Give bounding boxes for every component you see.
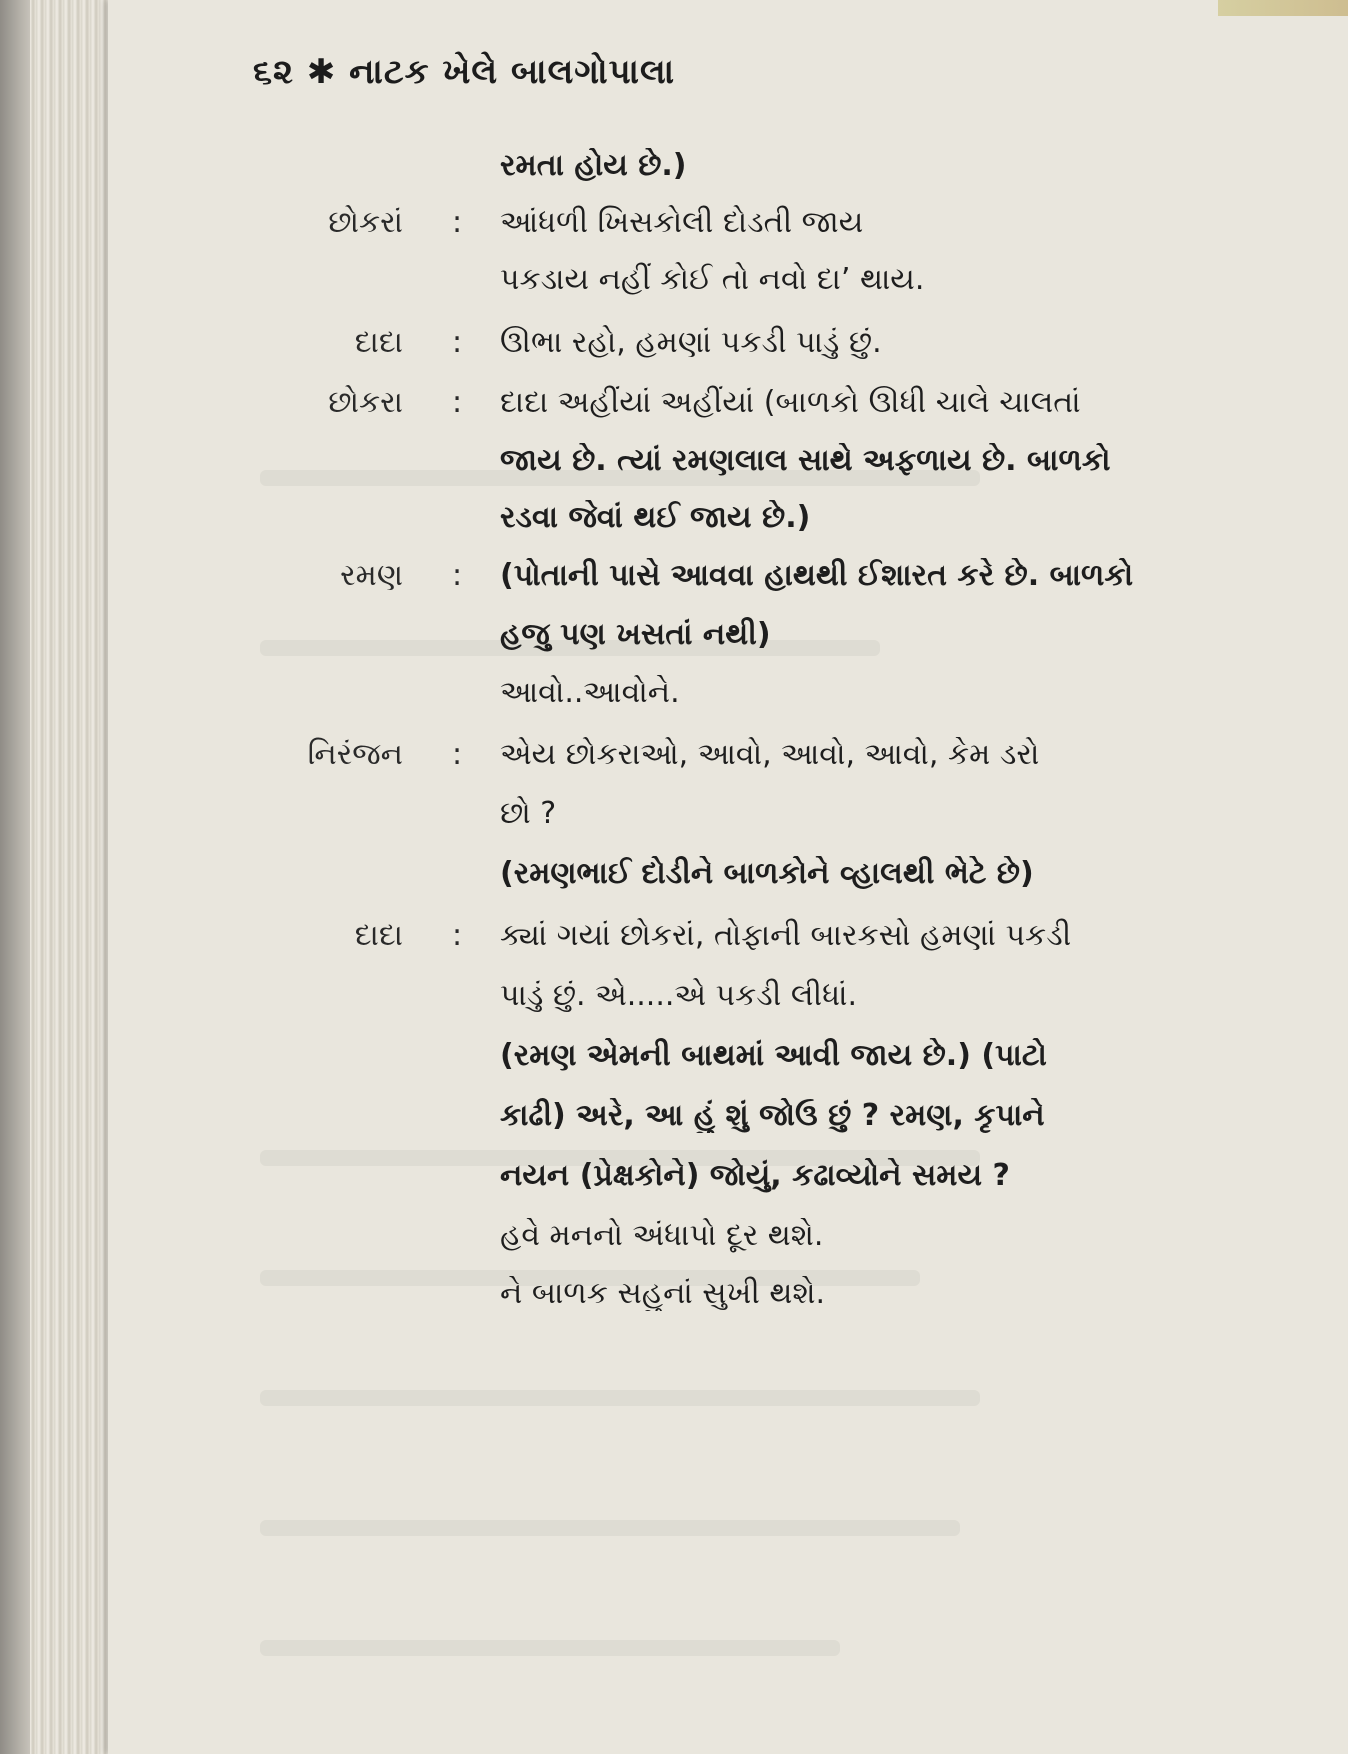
dialogue-line (0, 617, 1348, 673)
dialogue-text: પકડાય નહીં કોઈ તો નવો દા’ થાય. (500, 262, 925, 297)
dialogue-line (0, 148, 1348, 204)
dialogue-line (0, 500, 1348, 556)
dialogue-text: પાડું છું. એ.....એ પકડી લીધાં. (500, 978, 857, 1013)
stage-direction-text: નયન (પ્રેક્ષકોને) જોયું, કઢાવ્યોને સમય ? (500, 1158, 1010, 1193)
dialogue-line (0, 1218, 1348, 1274)
stage-direction-text: જાય છે. ત્યાં રમણલાલ સાથે અફળાય છે. બાળકો (500, 443, 1111, 478)
dialogue-line (0, 262, 1348, 318)
dialogue-line (0, 978, 1348, 1034)
speaker-name: રમણ (340, 558, 403, 593)
speaker-colon: : (452, 385, 463, 420)
dialogue-text: દાદા અહીંયાં અહીંયાં (બાળકો ઊંધી ચાલે ચાલતાં (500, 385, 1081, 420)
speaker-name: દાદા (354, 918, 403, 953)
speaker-colon: : (452, 558, 463, 593)
dialogue-line (0, 385, 1348, 441)
dialogue-line (0, 443, 1348, 499)
dialogue-line (0, 675, 1348, 731)
stage-direction-text: કાઢી) અરે, આ હું શું જોઉં છું ? રમણ, કૃપાને (500, 1098, 1045, 1133)
speaker-name: દાદા (354, 325, 403, 360)
bleed-through (260, 1640, 840, 1656)
dialogue-text: એય છોકરાઓ, આવો, આવો, આવો, કેમ ડરો (500, 737, 1040, 772)
running-header: ૬૨ ✱ નાટક ખેલે બાલગોપાલા (253, 52, 676, 92)
dialogue-text: છો ? (500, 796, 557, 831)
speaker-name: છોકરાં (328, 205, 403, 240)
dialogue-text: આવો..આવોને. (500, 675, 680, 710)
stage-direction-text: (રમણભાઈ દોડીને બાળકોને વ્હાલથી ભેટે છે) (500, 856, 1034, 891)
dialogue-line (0, 205, 1348, 261)
dialogue-line (0, 1158, 1348, 1214)
dialogue-text: ઊભા રહો, હમણાં પકડી પાડું છું. (500, 325, 882, 360)
dialogue-text: આંધળી ખિસકોલી દોડતી જાય (500, 205, 864, 240)
speaker-colon: : (452, 918, 463, 953)
bleed-through (260, 1390, 980, 1406)
dialogue-line (0, 918, 1348, 974)
bleed-through (260, 1520, 960, 1536)
dialogue-line (0, 737, 1348, 793)
dialogue-line (0, 1038, 1348, 1094)
adjacent-page-corner (1218, 0, 1348, 16)
dialogue-text: ને બાળક સહુનાં સુખી થશે. (500, 1276, 826, 1311)
speaker-name: નિરંજન (307, 737, 403, 772)
stage-direction-text: (રમણ એમની બાથમાં આવી જાય છે.) (પાટો (500, 1038, 1047, 1073)
dialogue-line (0, 558, 1348, 614)
dialogue-line (0, 1098, 1348, 1154)
dialogue-text: હવે મનનો અંધાપો દૂર થશે. (500, 1218, 824, 1253)
dialogue-line (0, 856, 1348, 912)
speaker-name: છોકરા (328, 385, 403, 420)
dialogue-line (0, 796, 1348, 852)
stage-direction-text: રડવા જેવાં થઈ જાય છે.) (500, 500, 811, 535)
dialogue-text: ક્યાં ગયાં છોકરાં, તોફાની બારકસો હમણાં પકડી (500, 918, 1072, 953)
stage-direction-text: (પોતાની પાસે આવવા હાથથી ઈશારત કરે છે. બાળકો (500, 558, 1134, 593)
speaker-colon: : (452, 325, 463, 360)
stage-direction-text: હજુ પણ ખસતાં નથી) (500, 617, 771, 652)
speaker-colon: : (452, 737, 463, 772)
speaker-colon: : (452, 205, 463, 240)
stage-direction-text: રમતા હોય છે.) (500, 148, 687, 183)
dialogue-line (0, 1276, 1348, 1332)
dialogue-line (0, 325, 1348, 381)
